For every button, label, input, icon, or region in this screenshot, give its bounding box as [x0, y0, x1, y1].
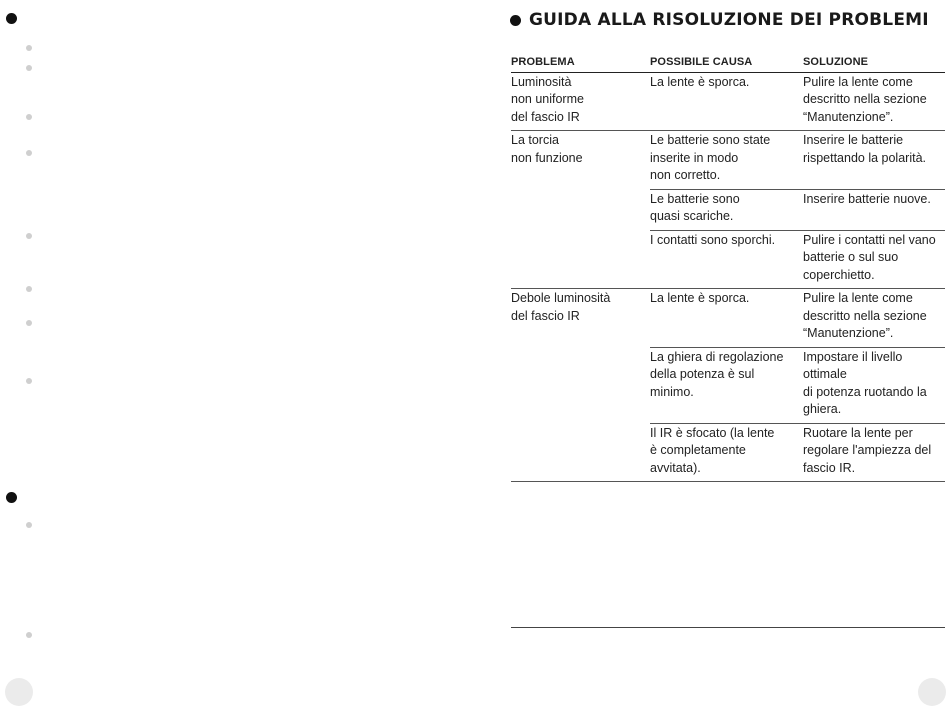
solution-cell: Inserire le batterie rispettando la polarità.: [803, 131, 945, 190]
solution-cell: Ruotare la lente per regolare l'ampiezza del fascio IR.: [803, 423, 945, 482]
list-bullet-icon: [26, 150, 32, 156]
list-bullet-icon: [26, 45, 32, 51]
table-row: [511, 131, 945, 190]
table-row: [511, 347, 945, 423]
solution-cell: Pulire i contatti nel vano batterie o sul suo coperchietto.: [803, 230, 945, 289]
footer-divider: [511, 627, 945, 628]
problem-cell: Debole luminosità del fascio IR: [511, 291, 611, 323]
list-bullet-icon: [26, 378, 32, 384]
cause-cell: La ghiera di regolazione della potenza è sul minimo.: [650, 347, 803, 423]
cause-cell: La lente è sporca.: [650, 72, 803, 131]
problem-cell: [511, 230, 650, 289]
solution-cell: Inserire batterie nuove.: [803, 189, 945, 230]
page-number-circle-right: [918, 678, 946, 706]
section-bullet-icon: [510, 15, 521, 26]
troubleshooting-table: [511, 54, 945, 482]
cause-cell: Le batterie sono state inserite in modo non corretto.: [650, 131, 803, 190]
cause-cell: La lente è sporca.: [650, 289, 803, 348]
problem-cell: La torcia non funzione: [511, 133, 583, 165]
solution-cell: Pulire la lente come descritto nella sezione “Manutenzione”.: [803, 289, 945, 348]
cause-cell: Il IR è sfocato (la lente è completamente avvitata).: [650, 423, 803, 482]
section-bullet-icon: [6, 492, 17, 503]
list-bullet-icon: [26, 320, 32, 326]
table-row: [511, 72, 945, 131]
problem-cell: [511, 423, 650, 482]
table-row: [511, 189, 945, 230]
column-header-solution: SOLUZIONE: [803, 54, 945, 72]
problem-cell: [511, 189, 650, 230]
list-bullet-icon: [26, 632, 32, 638]
table-row: [511, 289, 945, 348]
page-number-circle-left: [5, 678, 33, 706]
list-bullet-icon: [26, 233, 32, 239]
section-bullet-icon: [6, 13, 17, 24]
table-row: [511, 230, 945, 289]
table-header-row: [511, 54, 945, 72]
list-bullet-icon: [26, 65, 32, 71]
list-bullet-icon: [26, 522, 32, 528]
section-heading: [510, 10, 929, 30]
table-row: [511, 423, 945, 482]
solution-cell: Impostare il livello ottimale di potenza ruotando la ghiera.: [803, 347, 945, 423]
column-header-cause: POSSIBILE CAUSA: [650, 54, 803, 72]
problem-cell: Luminosità non uniforme del fascio IR: [511, 72, 650, 131]
solution-cell: Pulire la lente come descritto nella sezione “Manutenzione”.: [803, 72, 945, 131]
list-bullet-icon: [26, 114, 32, 120]
cause-cell: Le batterie sono quasi scariche.: [650, 189, 803, 230]
left-page: [0, 0, 475, 705]
list-bullet-icon: [26, 286, 32, 292]
problem-cell: [511, 347, 650, 423]
page-title: GUIDA ALLA RISOLUZIONE DEI PROBLEMI: [529, 10, 929, 30]
column-header-problem: PROBLEMA: [511, 54, 650, 72]
cause-cell: I contatti sono sporchi.: [650, 230, 803, 289]
